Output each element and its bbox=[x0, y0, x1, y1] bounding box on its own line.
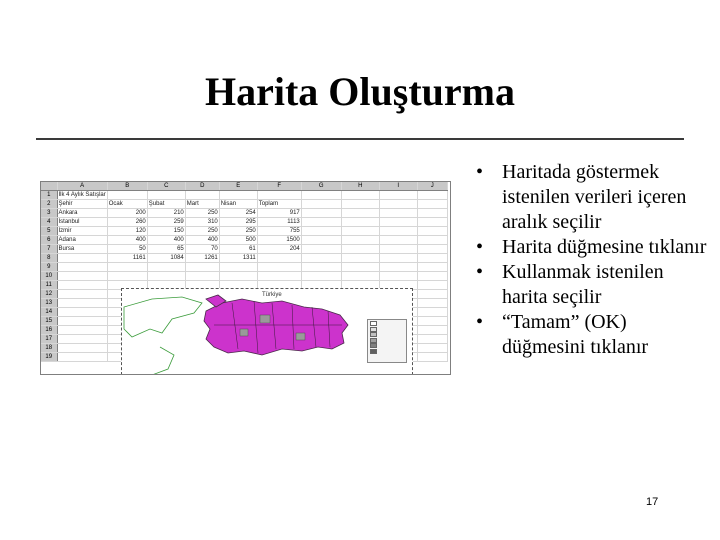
sheet-cell: 1261 bbox=[185, 254, 219, 263]
sheet-cell: 250 bbox=[185, 227, 219, 236]
sheet-cell bbox=[417, 254, 447, 263]
sheet-cell bbox=[341, 254, 379, 263]
neighbor-outline bbox=[124, 297, 202, 337]
legend-swatch bbox=[370, 349, 377, 354]
province-no-data bbox=[260, 315, 270, 323]
sheet-cell bbox=[57, 290, 107, 299]
sheet-cell: Şubat bbox=[147, 200, 185, 209]
column-header-row bbox=[41, 182, 447, 191]
sheet-cell bbox=[301, 200, 341, 209]
sheet-cell: 200 bbox=[107, 209, 147, 218]
sheet-cell bbox=[301, 272, 341, 281]
bullet-text: “Tamam” (OK) düğmesini tıklanır bbox=[502, 311, 649, 358]
column-header: F bbox=[257, 182, 301, 191]
sheet-cell bbox=[417, 317, 447, 326]
sheet-cell: 250 bbox=[219, 227, 257, 236]
sheet-cell bbox=[57, 344, 107, 353]
sheet-cell bbox=[219, 191, 257, 200]
sheet-cell bbox=[57, 317, 107, 326]
bullet-marker: • bbox=[476, 161, 484, 183]
map-title: Türkiye bbox=[262, 292, 282, 298]
row-header: 12 bbox=[41, 290, 57, 299]
legend-entry bbox=[370, 348, 404, 353]
sheet-cell bbox=[379, 236, 417, 245]
sheet-row bbox=[41, 209, 447, 218]
sheet-cell bbox=[341, 263, 379, 272]
row-header: 16 bbox=[41, 326, 57, 335]
bullet-item bbox=[468, 160, 708, 235]
sheet-cell bbox=[417, 344, 447, 353]
bullet-item bbox=[468, 235, 708, 260]
sheet-row bbox=[41, 200, 447, 209]
column-header: D bbox=[185, 182, 219, 191]
coastline-outline bbox=[152, 347, 174, 375]
sheet-cell: İlk 4 Aylık Satışlar bbox=[58, 192, 106, 198]
bullet-marker: • bbox=[476, 236, 484, 258]
bullet-text: Haritada göstermek istenilen verileri içeren aralık seçilir bbox=[502, 161, 687, 233]
sheet-cell: İzmir bbox=[57, 227, 107, 236]
sheet-cell bbox=[57, 353, 107, 362]
slide-title: Harita Oluşturma bbox=[205, 69, 515, 114]
sheet-cell bbox=[257, 254, 301, 263]
sheet-cell bbox=[341, 191, 379, 200]
sheet-cell bbox=[417, 335, 447, 344]
sheet-cell: 400 bbox=[107, 236, 147, 245]
sheet-cell bbox=[417, 263, 447, 272]
column-header: J bbox=[417, 182, 447, 191]
sheet-cell bbox=[257, 263, 301, 272]
map-legend bbox=[367, 319, 407, 363]
bullet-item bbox=[468, 310, 708, 360]
sheet-cell bbox=[219, 272, 257, 281]
row-header: 7 bbox=[41, 245, 57, 254]
bullet-list bbox=[468, 160, 708, 360]
row-header: 6 bbox=[41, 236, 57, 245]
sheet-row bbox=[41, 191, 447, 200]
sheet-cell bbox=[417, 353, 447, 362]
sheet-cell bbox=[57, 308, 107, 317]
sheet-cell: 310 bbox=[185, 218, 219, 227]
sheet-cell bbox=[257, 272, 301, 281]
sheet-cell bbox=[379, 209, 417, 218]
row-header: 18 bbox=[41, 344, 57, 353]
sheet-cell: Ankara bbox=[57, 209, 107, 218]
column-header: H bbox=[341, 182, 379, 191]
row-header: 19 bbox=[41, 353, 57, 362]
sheet-cell: 500 bbox=[219, 236, 257, 245]
sheet-cell bbox=[341, 200, 379, 209]
sheet-cell: 50 bbox=[107, 245, 147, 254]
sheet-cell bbox=[57, 281, 107, 290]
sheet-cell bbox=[417, 299, 447, 308]
sheet-cell: 65 bbox=[147, 245, 185, 254]
sheet-cell bbox=[341, 272, 379, 281]
sheet-cell bbox=[57, 326, 107, 335]
sheet-cell bbox=[185, 263, 219, 272]
row-header: 9 bbox=[41, 263, 57, 272]
sheet-cell bbox=[341, 245, 379, 254]
sheet-row bbox=[41, 236, 447, 245]
sheet-cell: 254 bbox=[219, 209, 257, 218]
sheet-cell bbox=[301, 227, 341, 236]
sheet-cell bbox=[417, 218, 447, 227]
row-header: 8 bbox=[41, 254, 57, 263]
sheet-cell bbox=[301, 218, 341, 227]
sheet-cell bbox=[417, 326, 447, 335]
sheet-cell bbox=[301, 254, 341, 263]
title-divider bbox=[36, 138, 684, 140]
sheet-cell: Nisan bbox=[219, 200, 257, 209]
column-header: A bbox=[57, 182, 107, 191]
sheet-cell: 210 bbox=[147, 209, 185, 218]
sheet-cell bbox=[417, 290, 447, 299]
sheet-cell bbox=[341, 218, 379, 227]
row-header: 1 bbox=[41, 191, 57, 200]
sheet-cell: 250 bbox=[185, 209, 219, 218]
sheet-cell: Adana bbox=[57, 236, 107, 245]
sheet-cell bbox=[301, 236, 341, 245]
sheet-cell: Şehir bbox=[57, 200, 107, 209]
sheet-cell bbox=[379, 245, 417, 254]
sheet-cell bbox=[57, 263, 107, 272]
sheet-cell bbox=[417, 245, 447, 254]
sheet-cell: 1161 bbox=[107, 254, 147, 263]
sheet-cell bbox=[417, 236, 447, 245]
sheet-cell: 61 bbox=[219, 245, 257, 254]
sheet-cell: 1113 bbox=[257, 218, 301, 227]
sheet-cell: 400 bbox=[185, 236, 219, 245]
sheet-row bbox=[41, 227, 447, 236]
row-header: 10 bbox=[41, 272, 57, 281]
sheet-cell bbox=[257, 191, 301, 200]
sheet-cell: 400 bbox=[147, 236, 185, 245]
sheet-cell: 917 bbox=[257, 209, 301, 218]
sheet-cell bbox=[57, 254, 107, 263]
sheet-cell: 120 bbox=[107, 227, 147, 236]
sheet-cell bbox=[301, 209, 341, 218]
sheet-cell bbox=[301, 245, 341, 254]
bullet-marker: • bbox=[476, 311, 484, 333]
sheet-cell: Toplam bbox=[257, 200, 301, 209]
row-header: 5 bbox=[41, 227, 57, 236]
sheet-cell bbox=[417, 227, 447, 236]
row-header: 15 bbox=[41, 317, 57, 326]
bullet-item bbox=[468, 260, 708, 310]
column-header: G bbox=[301, 182, 341, 191]
column-header: B bbox=[107, 182, 147, 191]
sheet-cell bbox=[379, 191, 417, 200]
bullet-marker: • bbox=[476, 261, 484, 283]
column-header: I bbox=[379, 182, 417, 191]
sheet-cell: 70 bbox=[185, 245, 219, 254]
sheet-cell bbox=[301, 263, 341, 272]
sheet-cell bbox=[379, 200, 417, 209]
sheet-cell bbox=[417, 200, 447, 209]
sheet-row bbox=[41, 263, 447, 272]
sheet-cell: 295 bbox=[219, 218, 257, 227]
sheet-cell bbox=[417, 272, 447, 281]
sheet-cell bbox=[341, 236, 379, 245]
sheet-cell bbox=[147, 191, 185, 200]
sheet-cell: 1500 bbox=[257, 236, 301, 245]
sheet-cell bbox=[379, 227, 417, 236]
sheet-cell bbox=[301, 191, 341, 200]
row-header: 14 bbox=[41, 308, 57, 317]
column-header: C bbox=[147, 182, 185, 191]
sheet-cell: 1084 bbox=[147, 254, 185, 263]
sheet-cell bbox=[147, 263, 185, 272]
sheet-cell bbox=[341, 209, 379, 218]
sheet-cell bbox=[341, 227, 379, 236]
sheet-cell bbox=[417, 191, 447, 200]
row-header: 4 bbox=[41, 218, 57, 227]
sheet-cell bbox=[379, 254, 417, 263]
sheet-row bbox=[41, 272, 447, 281]
sheet-row bbox=[41, 254, 447, 263]
sheet-cell bbox=[219, 263, 257, 272]
province-no-data bbox=[296, 333, 305, 340]
sheet-cell bbox=[107, 191, 147, 200]
sheet-cell bbox=[107, 272, 147, 281]
sheet-cell: 755 bbox=[257, 227, 301, 236]
sheet-cell bbox=[57, 299, 107, 308]
sheet-cell: Ocak bbox=[107, 200, 147, 209]
sheet-cell: 204 bbox=[257, 245, 301, 254]
row-header: 13 bbox=[41, 299, 57, 308]
page-number: 17 bbox=[646, 496, 659, 508]
sheet-cell bbox=[185, 272, 219, 281]
sheet-cell bbox=[107, 263, 147, 272]
province-no-data bbox=[240, 329, 248, 336]
sheet-cell: İstanbul bbox=[57, 218, 107, 227]
sheet-cell: 259 bbox=[147, 218, 185, 227]
column-header: E bbox=[219, 182, 257, 191]
sheet-cell bbox=[379, 263, 417, 272]
spreadsheet-screenshot bbox=[40, 181, 451, 375]
sheet-cell bbox=[417, 308, 447, 317]
corner-cell bbox=[41, 182, 57, 191]
sheet-cell: 260 bbox=[107, 218, 147, 227]
sheet-cell: Mart bbox=[185, 200, 219, 209]
row-header: 2 bbox=[41, 200, 57, 209]
turkey-map-chart bbox=[121, 288, 413, 375]
sheet-cell bbox=[379, 218, 417, 227]
sheet-cell bbox=[417, 281, 447, 290]
sheet-cell bbox=[57, 272, 107, 281]
bullet-text: Kullanmak istenilen harita seçilir bbox=[502, 261, 664, 308]
bullet-text: Harita düğmesine tıklanır bbox=[502, 236, 707, 258]
sheet-cell: 1311 bbox=[219, 254, 257, 263]
sheet-cell: Bursa bbox=[57, 245, 107, 254]
sheet-cell bbox=[147, 272, 185, 281]
sheet-row bbox=[41, 218, 447, 227]
sheet-cell bbox=[57, 335, 107, 344]
row-header: 3 bbox=[41, 209, 57, 218]
sheet-row bbox=[41, 245, 447, 254]
sheet-cell bbox=[185, 191, 219, 200]
row-header: 11 bbox=[41, 281, 57, 290]
sheet-cell: 150 bbox=[147, 227, 185, 236]
sheet-cell bbox=[417, 209, 447, 218]
row-header: 17 bbox=[41, 335, 57, 344]
sheet-cell bbox=[379, 272, 417, 281]
